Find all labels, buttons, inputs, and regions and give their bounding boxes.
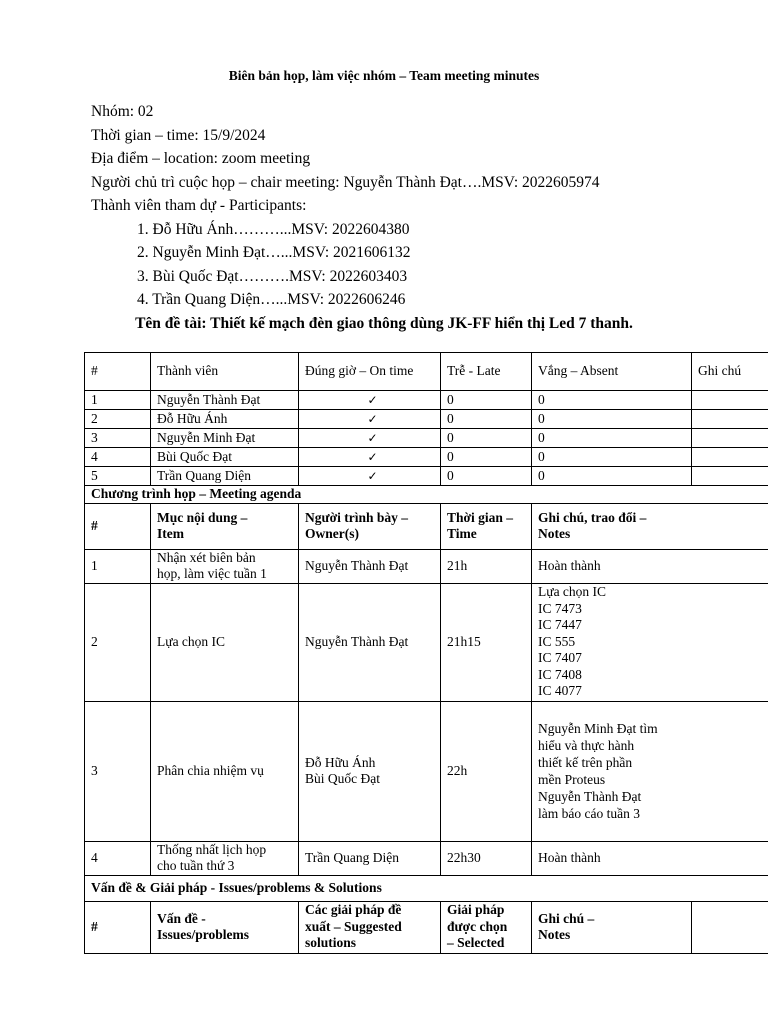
agenda-row [85,583,768,701]
agenda-time: 22h30 [441,841,532,875]
agenda-section-title: Chương trình họp – Meeting agenda [85,486,768,504]
attendance-no: 5 [85,467,151,486]
attendance-row [85,429,768,448]
attendance-note [692,448,768,467]
attendance-note [692,429,768,448]
agenda-row [85,549,768,583]
attendance-no: 3 [85,429,151,448]
check-icon: ✓ [367,392,378,407]
agenda-owner: Nguyễn Thành Đạt [299,583,441,701]
attendance-note [692,467,768,486]
attendance-absent: 0 [532,410,692,429]
agenda-no: 2 [85,583,151,701]
attendance-absent: 0 [532,448,692,467]
agenda-header-owner: Người trình bày – Owner(s) [299,503,441,549]
attendance-name: Bùi Quốc Đạt [151,448,299,467]
attendance-header-on-time: Đúng giờ – On time [299,353,441,391]
agenda-header-notes: Ghi chú, trao đổi – Notes [532,503,768,549]
attendance-absent: 0 [532,429,692,448]
attendance-header-no: # [85,353,151,391]
participants-label: Thành viên tham dự - Participants: [91,197,307,214]
agenda-owner: Trần Quang Diện [299,841,441,875]
attendance-no: 1 [85,391,151,410]
issues-header-selected: Giải pháp được chọn – Selected [441,901,532,953]
attendance-no: 4 [85,448,151,467]
attendance-absent: 0 [532,391,692,410]
attendance-name: Đỗ Hữu Ánh [151,410,299,429]
agenda-owner: Đỗ Hữu Ánh Bùi Quốc Đạt [299,701,441,841]
participant-item: 2. Nguyễn Minh Đạt…...MSV: 2021606132 [137,244,411,261]
agenda-header-row [85,503,768,549]
agenda-owner: Nguyễn Thành Đạt [299,549,441,583]
agenda-no: 4 [85,841,151,875]
location-line: Địa điểm – location: zoom meeting [91,150,311,167]
issues-header-no: # [85,901,151,953]
issues-section-row [85,875,768,901]
attendance-name: Trần Quang Diện [151,467,299,486]
attendance-note [692,410,768,429]
group-line: Nhóm: 02 [91,103,154,120]
issues-header-suggested: Các giải pháp đề xuất – Suggested solutions [299,901,441,953]
agenda-item: Phân chia nhiệm vụ [151,701,299,841]
issues-section-title: Vấn đề & Giải pháp - Issues/problems & Solutions [85,875,768,901]
attendance-header-late: Trễ - Late [441,353,532,391]
attendance-late: 0 [441,391,532,410]
agenda-row [85,841,768,875]
agenda-header-no: # [85,503,151,549]
chair-line: Người chủ trì cuộc họp – chair meeting: Nguyễn Thành Đạt….MSV: 2022605974 [91,173,600,191]
issues-header-row [85,901,768,953]
attendance-late: 0 [441,429,532,448]
attendance-header-absent: Vắng – Absent [532,353,692,391]
issues-header-notes: Ghi chú – Notes [532,901,692,953]
attendance-name: Nguyễn Minh Đạt [151,429,299,448]
agenda-no: 3 [85,701,151,841]
agenda-section-row [85,486,768,504]
check-icon: ✓ [367,411,378,426]
agenda-time: 22h [441,701,532,841]
document-title: Biên bản họp, làm việc nhóm – Team meeting minutes [228,68,540,83]
check-icon: ✓ [367,430,378,445]
participant-item: 1. Đỗ Hữu Ánh………...MSV: 2022604380 [137,220,410,238]
attendance-name: Nguyễn Thành Đạt [151,391,299,410]
agenda-notes: Hoàn thành [532,549,768,583]
attendance-late: 0 [441,448,532,467]
agenda-item: Thống nhất lịch họp cho tuần thứ 3 [151,841,299,875]
attendance-row [85,448,768,467]
topic-title: Tên đề tài: Thiết kế mạch đèn giao thông dùng JK-FF hiển thị Led 7 thanh. [135,315,633,332]
agenda-header-item: Mục nội dung – Item [151,503,299,549]
minutes-table [84,352,768,954]
attendance-row [85,391,768,410]
agenda-header-time: Thời gian – Time [441,503,532,549]
attendance-header-member: Thành viên [151,353,299,391]
attendance-absent: 0 [532,467,692,486]
agenda-notes: Lựa chọn IC IC 7473 IC 7447 IC 555 IC 7407 IC 7408 IC 4077 [532,583,768,701]
issues-header-issue: Vấn đề - Issues/problems [151,901,299,953]
agenda-time: 21h15 [441,583,532,701]
agenda-no: 1 [85,549,151,583]
attendance-note [692,391,768,410]
attendance-header-notes: Ghi chú [692,353,768,391]
attendance-header-row [85,353,768,391]
issues-header-extra [692,901,768,953]
attendance-no: 2 [85,410,151,429]
check-icon: ✓ [367,468,378,483]
check-icon: ✓ [367,449,378,464]
attendance-late: 0 [441,410,532,429]
attendance-row [85,410,768,429]
agenda-item: Lựa chọn IC [151,583,299,701]
participant-item: 4. Trần Quang Diện…...MSV: 2022606246 [137,291,406,308]
agenda-item: Nhận xét biên bản họp, làm việc tuần 1 [151,549,299,583]
agenda-notes: Nguyễn Minh Đạt tìm hiểu và thực hành thiết kế trên phần mền Proteus Nguyễn Thành Đạt làm báo cáo tuần 3 [532,701,768,841]
participant-item: 3. Bùi Quốc Đạt……….MSV: 2022603403 [137,267,408,285]
time-line: Thời gian – time: 15/9/2024 [91,126,266,144]
attendance-late: 0 [441,467,532,486]
agenda-row [85,701,768,841]
agenda-time: 21h [441,549,532,583]
meeting-info [91,100,600,312]
agenda-notes: Hoàn thành [532,841,768,875]
attendance-row [85,467,768,486]
